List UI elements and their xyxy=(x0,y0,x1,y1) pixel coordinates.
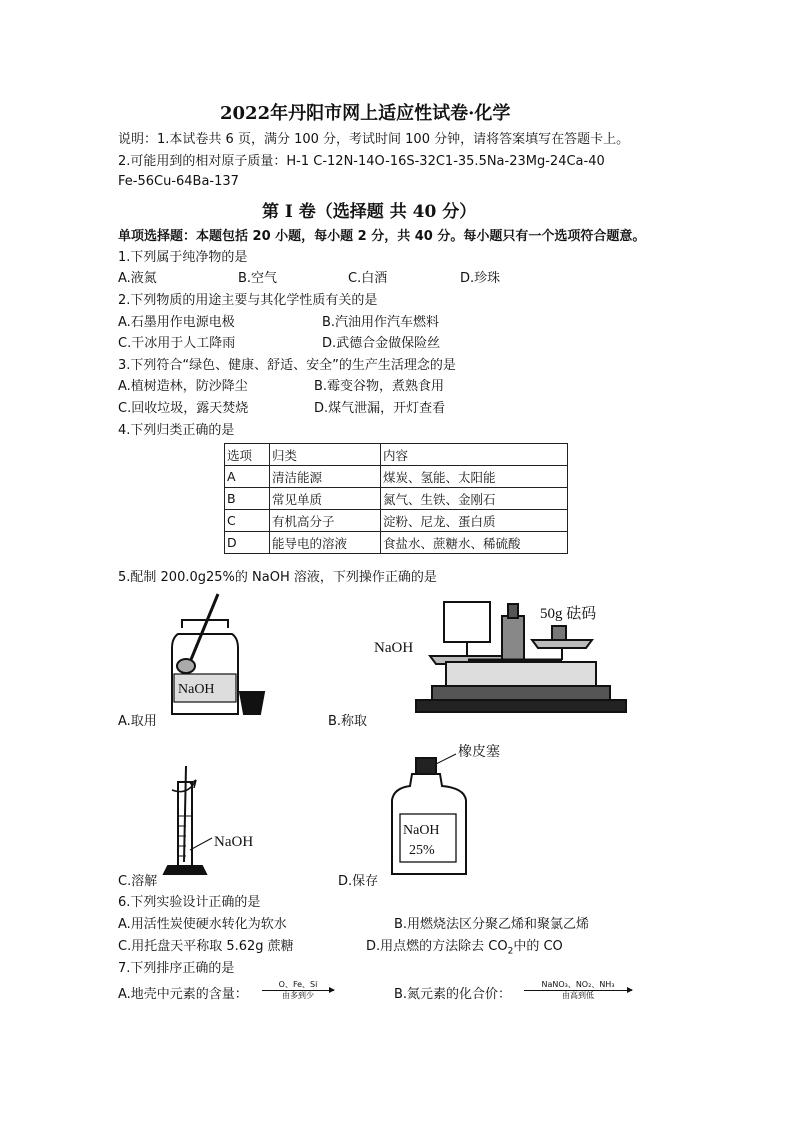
table-cell: 有机高分子 xyxy=(270,510,381,532)
q1-option-b: B.空气 xyxy=(238,271,278,286)
q7-option-b: B.氮元素的化合价： xyxy=(394,987,512,1002)
q1-stem: 1.下列属于纯净物的是 xyxy=(118,250,248,265)
table-cell: 食盐水、蔗糖水、稀硫酸 xyxy=(381,532,568,554)
classification-table xyxy=(224,443,568,554)
table-cell: 氮气、生铁、金刚石 xyxy=(381,488,568,510)
q2-option-b: B.汽油用作汽车燃料 xyxy=(322,315,440,330)
q6-option-d xyxy=(366,938,563,961)
q7-option-a: A.地壳中元素的含量： xyxy=(118,987,248,1002)
q1-option-c: C.白酒 xyxy=(348,271,388,286)
q5-option-a: A.取用 xyxy=(118,714,157,729)
q3-option-a: A.植树造林，防沙降尘 xyxy=(118,379,248,394)
note-line-3: Fe-56Cu-64Ba-137 xyxy=(118,174,239,189)
table-header-row xyxy=(225,444,568,466)
q5-option-c: C.溶解 xyxy=(118,874,158,889)
figure-take-reagent xyxy=(160,592,270,720)
table-row xyxy=(225,532,568,554)
store-pct-label: 25% xyxy=(409,843,435,858)
instruction: 单项选择题：本题包括 20 小题，每小题 2 分，共 40 分。每小题只有一个选项符合题意。 xyxy=(118,229,646,244)
table-cell: 常见单质 xyxy=(270,488,381,510)
table-cell: D xyxy=(225,532,270,554)
table-header-cell: 选项 xyxy=(225,444,270,466)
arrow-right-icon xyxy=(524,990,632,991)
q6-option-a: A.用活性炭使硬水转化为软水 xyxy=(118,917,287,932)
q2-option-c: C.干冰用于人工降雨 xyxy=(118,336,236,351)
table-cell: 淀粉、尼龙、蛋白质 xyxy=(381,510,568,532)
store-name-label: NaOH xyxy=(403,823,440,838)
table-cell: 能导电的溶液 xyxy=(270,532,381,554)
table-cell: B xyxy=(225,488,270,510)
q3-option-b: B.霉变谷物，煮熟食用 xyxy=(314,379,445,394)
table-row xyxy=(225,510,568,532)
note-line-2: 2.可能用到的相对原子质量：H-1 C-12N-14O-16S-32C1-35.5Na-23Mg-24Ca-40 xyxy=(118,154,605,169)
q2-option-a: A.石墨用作电源电极 xyxy=(118,315,235,330)
table-row xyxy=(225,488,568,510)
q5-option-d: D.保存 xyxy=(338,874,379,889)
stopper-label: 橡皮塞 xyxy=(458,744,500,760)
q1-option-a: A.液氮 xyxy=(118,271,157,286)
figure-weigh-balance xyxy=(372,596,632,722)
q6-d-sub: 2 xyxy=(507,946,514,957)
q6-d-pre: D.用点燃的方法除去 CO xyxy=(366,939,508,954)
q6-d-post: 中的 CO xyxy=(513,939,563,954)
q3-stem: 3.下列符合“绿色、健康、舒适、安全”的生产生活理念的是 xyxy=(118,358,456,373)
table-cell: A xyxy=(225,466,270,488)
q7-b-arrow-top: NaNO₃、NO₂、NH₃ xyxy=(541,980,615,989)
q5-stem: 5.配制 200.0g25%的 NaOH 溶液，下列操作正确的是 xyxy=(118,570,437,585)
section-title: 第 I 卷（选择题 共 40 分） xyxy=(262,202,477,222)
q7-b-arrow xyxy=(524,980,632,1001)
table-header-cell: 内容 xyxy=(381,444,568,466)
arrow-right-icon xyxy=(262,990,334,991)
table-header-cell: 归类 xyxy=(270,444,381,466)
scale-left-label: NaOH xyxy=(374,640,414,656)
q6-option-b: B.用燃烧法区分聚乙烯和聚氯乙烯 xyxy=(394,917,590,932)
q6-stem: 6.下列实验设计正确的是 xyxy=(118,895,261,910)
q2-option-d: D.武德合金做保险丝 xyxy=(322,336,441,351)
q1-option-d: D.珍珠 xyxy=(460,271,501,286)
bottle-label: NaOH xyxy=(178,682,215,697)
table-row xyxy=(225,466,568,488)
q5-option-b: B.称取 xyxy=(328,714,368,729)
q7-a-arrow xyxy=(262,980,334,1001)
q7-a-arrow-bottom: 由多到少 xyxy=(282,991,314,1000)
q6-option-c: C.用托盘天平称取 5.62g 蔗糖 xyxy=(118,939,294,954)
q4-stem: 4.下列归类正确的是 xyxy=(118,423,235,438)
table-cell: 煤炭、氢能、太阳能 xyxy=(381,466,568,488)
note-line-1: 说明：1.本试卷共 6 页，满分 100 分，考试时间 100 分钟，请将答案填写在答题卡上。 xyxy=(118,132,630,147)
q2-stem: 2.下列物质的用途主要与其化学性质有关的是 xyxy=(118,293,378,308)
q3-option-c: C.回收垃圾，露天焚烧 xyxy=(118,401,249,416)
figure-dissolve-cylinder xyxy=(160,766,280,878)
table-cell: 清洁能源 xyxy=(270,466,381,488)
weight-label: 50g 砝码 xyxy=(540,606,597,622)
q3-option-d: D.煤气泄漏，开灯查看 xyxy=(314,401,446,416)
cylinder-label: NaOH xyxy=(214,834,254,850)
q7-stem: 7.下列排序正确的是 xyxy=(118,961,235,976)
table-cell: C xyxy=(225,510,270,532)
q7-a-arrow-top: O、Fe、Si xyxy=(278,980,318,989)
figure-store-bottle xyxy=(386,738,516,880)
q7-b-arrow-bottom: 由高到低 xyxy=(562,991,594,1000)
page-title: 2022年丹阳市网上适应性试卷·化学 xyxy=(220,103,511,124)
